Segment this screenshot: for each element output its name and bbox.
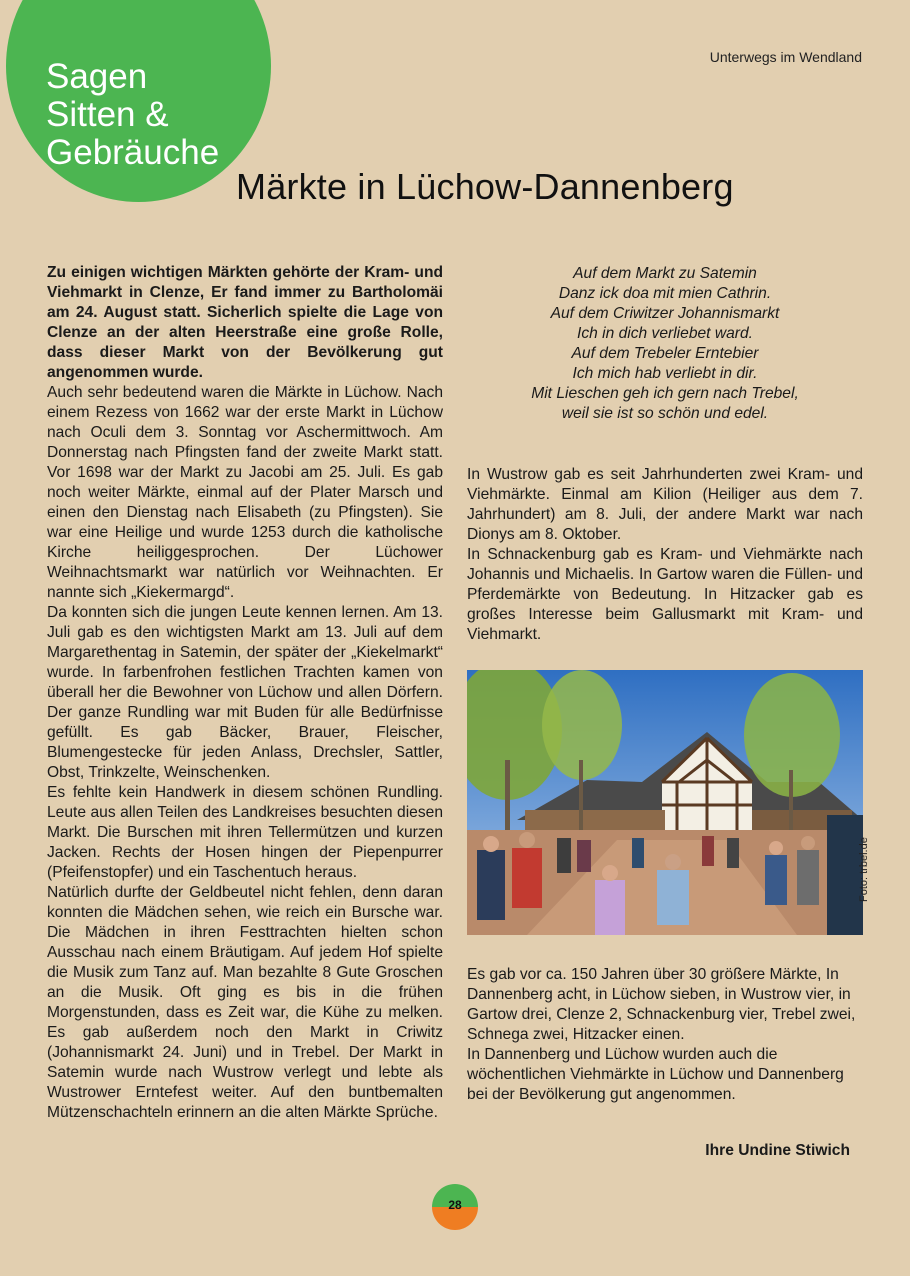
signature: Ihre Undine Stiwich xyxy=(705,1142,850,1159)
poem-line: Ich in dich verliebet ward. xyxy=(577,325,753,342)
left-column xyxy=(47,263,443,1123)
photo-credit: Foto: trbel.de xyxy=(858,837,870,902)
poem-line: Ich mich hab verliebt in dir. xyxy=(572,365,758,382)
section-line-2: Sitten & xyxy=(46,95,169,134)
poem-line: Mit Lieschen geh ich gern nach Trebel, xyxy=(531,385,799,402)
right-paragraph-3: Es gab vor ca. 150 Jahren über 30 größere Märkte, In Dannenberg acht, in Lüchow sieben, in Wustrow vier, in Gartow drei, Clenze 2, Schnackenburg vier, Trebel zwei, Schnega zwei, Hitzacker einen. xyxy=(467,966,856,1043)
poem-line: Auf dem Markt zu Satemin xyxy=(573,265,757,282)
right-paragraph-1: In Wustrow gab es seit Jahrhunderten zwei Kram- und Viehmärkte. Einmal am Kilion (Heiliger aus dem 7. Jahrhundert) am 8. Juli, der andere Markt war nach Dionys am 8. Oktober. xyxy=(467,466,863,543)
market-photo xyxy=(467,670,863,935)
right-paragraph-4: In Dannenberg und Lüchow wurden auch die wöchentlichen Viehmärkte in Lüchow und Dannenberg bei der Bevölkerung gut angenommen. xyxy=(467,1046,844,1103)
poem-line: Auf dem Criwitzer Johannismarkt xyxy=(550,305,780,322)
body-paragraph-1: Auch sehr bedeutend waren die Märkte in Lüchow. Nach einem Rezess von 1662 war der erste Markt in Lüchow nach Oculi dem 3. Sonntag vor Aschermittwoch. Am Donnerstag nach Pfingsten fand der zweite Markt statt. Vor 1698 war der Markt zu Jacobi am 25. Juli. Es gab noch weiter Märkte, einmal auf der Plater Marsch und einen den Dienstag nach Elisabeth (zu Pfingsten). Sie war eine Heilige und wurde 1253 durch die katholische Kirche heiliggesprochen. Der Lüchower Weihnachtsmarkt war natürlich vor Weihnachten. Er nannte sich „Kiekermargd“. xyxy=(47,384,443,601)
right-column-bottom xyxy=(467,965,863,1105)
poem xyxy=(467,264,863,424)
body-paragraph-4: Natürlich durfte der Geldbeutel nicht fehlen, denn daran konnten die Mädchen sehen, wie reich ein Bursche war. Die Mädchen in ihren Festtrachten hielten schon Ausschau nach einem Bräutigam. Auf jedem Hof spielte die Musik zum Tanz auf. Man bezahlte 8 Gute Groschen an die Musik. Oft ging es bis in die frühen Morgenstunden, dass es Zeit war, die Kühe zu melken. Es gab außerdem noch den Markt in Criwitz (Johannismarkt 24. Juni) und in Trebel. Der Markt in Satemin wurde nach Wustrow verlegt und lebte als Wustrower Erntefest weiter. Auf den buntbemalten Mützenschachteln erinnern an die alten Märkte Sprüche. xyxy=(47,884,443,1121)
body-paragraph-3: Es fehlte kein Handwerk in diesem schönen Rundling. Leute aus allen Teilen des Landkreises besuchten diesen Markt. Die Burschen mit ihren Tellermützen und kurzen Jacken. Rechts der Hosen hingen der Piepenpurrer (Pfeifenstopfer) und ein Taschentuch heraus. xyxy=(47,784,443,881)
poem-line: Auf dem Trebeler Erntebier xyxy=(571,345,759,362)
lead-paragraph: Zu einigen wichtigen Märkten gehörte der Kram- und Viehmarkt in Clenze, Er fand immer zu Bartholomäi am 24. August statt. Sicherlich spielte die Lage von Clenze an der alten Heerstraße eine große Rolle, dass dieser Markt von der Bevölkerung gut angenommen wurde. xyxy=(47,264,443,381)
page-number: 28 xyxy=(448,1198,462,1212)
right-paragraph-2: In Schnackenburg gab es Kram- und Viehmärkte nach Johannis und Michaelis. In Gartow waren die Füllen- und Pferdemärkte von Bedeutung. In Hitzacker gab es großes Interesse beim Gallusmarkt mit Kram- und Viehmarkt. xyxy=(467,546,863,643)
running-head: Unterwegs im Wendland xyxy=(709,49,862,65)
section-title xyxy=(46,58,219,172)
poem-line: weil sie ist so schön und edel. xyxy=(561,405,769,422)
section-line-3: Gebräuche xyxy=(46,133,220,172)
right-column-top xyxy=(467,465,863,645)
poem-line: Danz ick doa mit mien Cathrin. xyxy=(558,285,772,302)
body-paragraph-2: Da konnten sich die jungen Leute kennen lernen. Am 13. Juli gab es den wichtigsten Markt am 13. Juli auf dem Margarethentag in Satemin, der später der „Kiekelmarkt“ wurde. In farbenfrohen festlichen Trachten kamen von überall her die Bewohner von Lüchow und allen Dörfern. Der ganze Rundling war mit Buden für alle Bedürfnisse gefüllt. Es gab Bäcker, Brauer, Fleischer, Blumengestecke für jeden Anlass, Drechsler, Sattler, Obst, Trinkzelte, Weinschenken. xyxy=(47,604,443,781)
page-number-badge xyxy=(432,1184,478,1230)
page-title: Märkte in Lüchow-Dannenberg xyxy=(236,166,734,207)
section-line-1: Sagen xyxy=(46,57,148,96)
